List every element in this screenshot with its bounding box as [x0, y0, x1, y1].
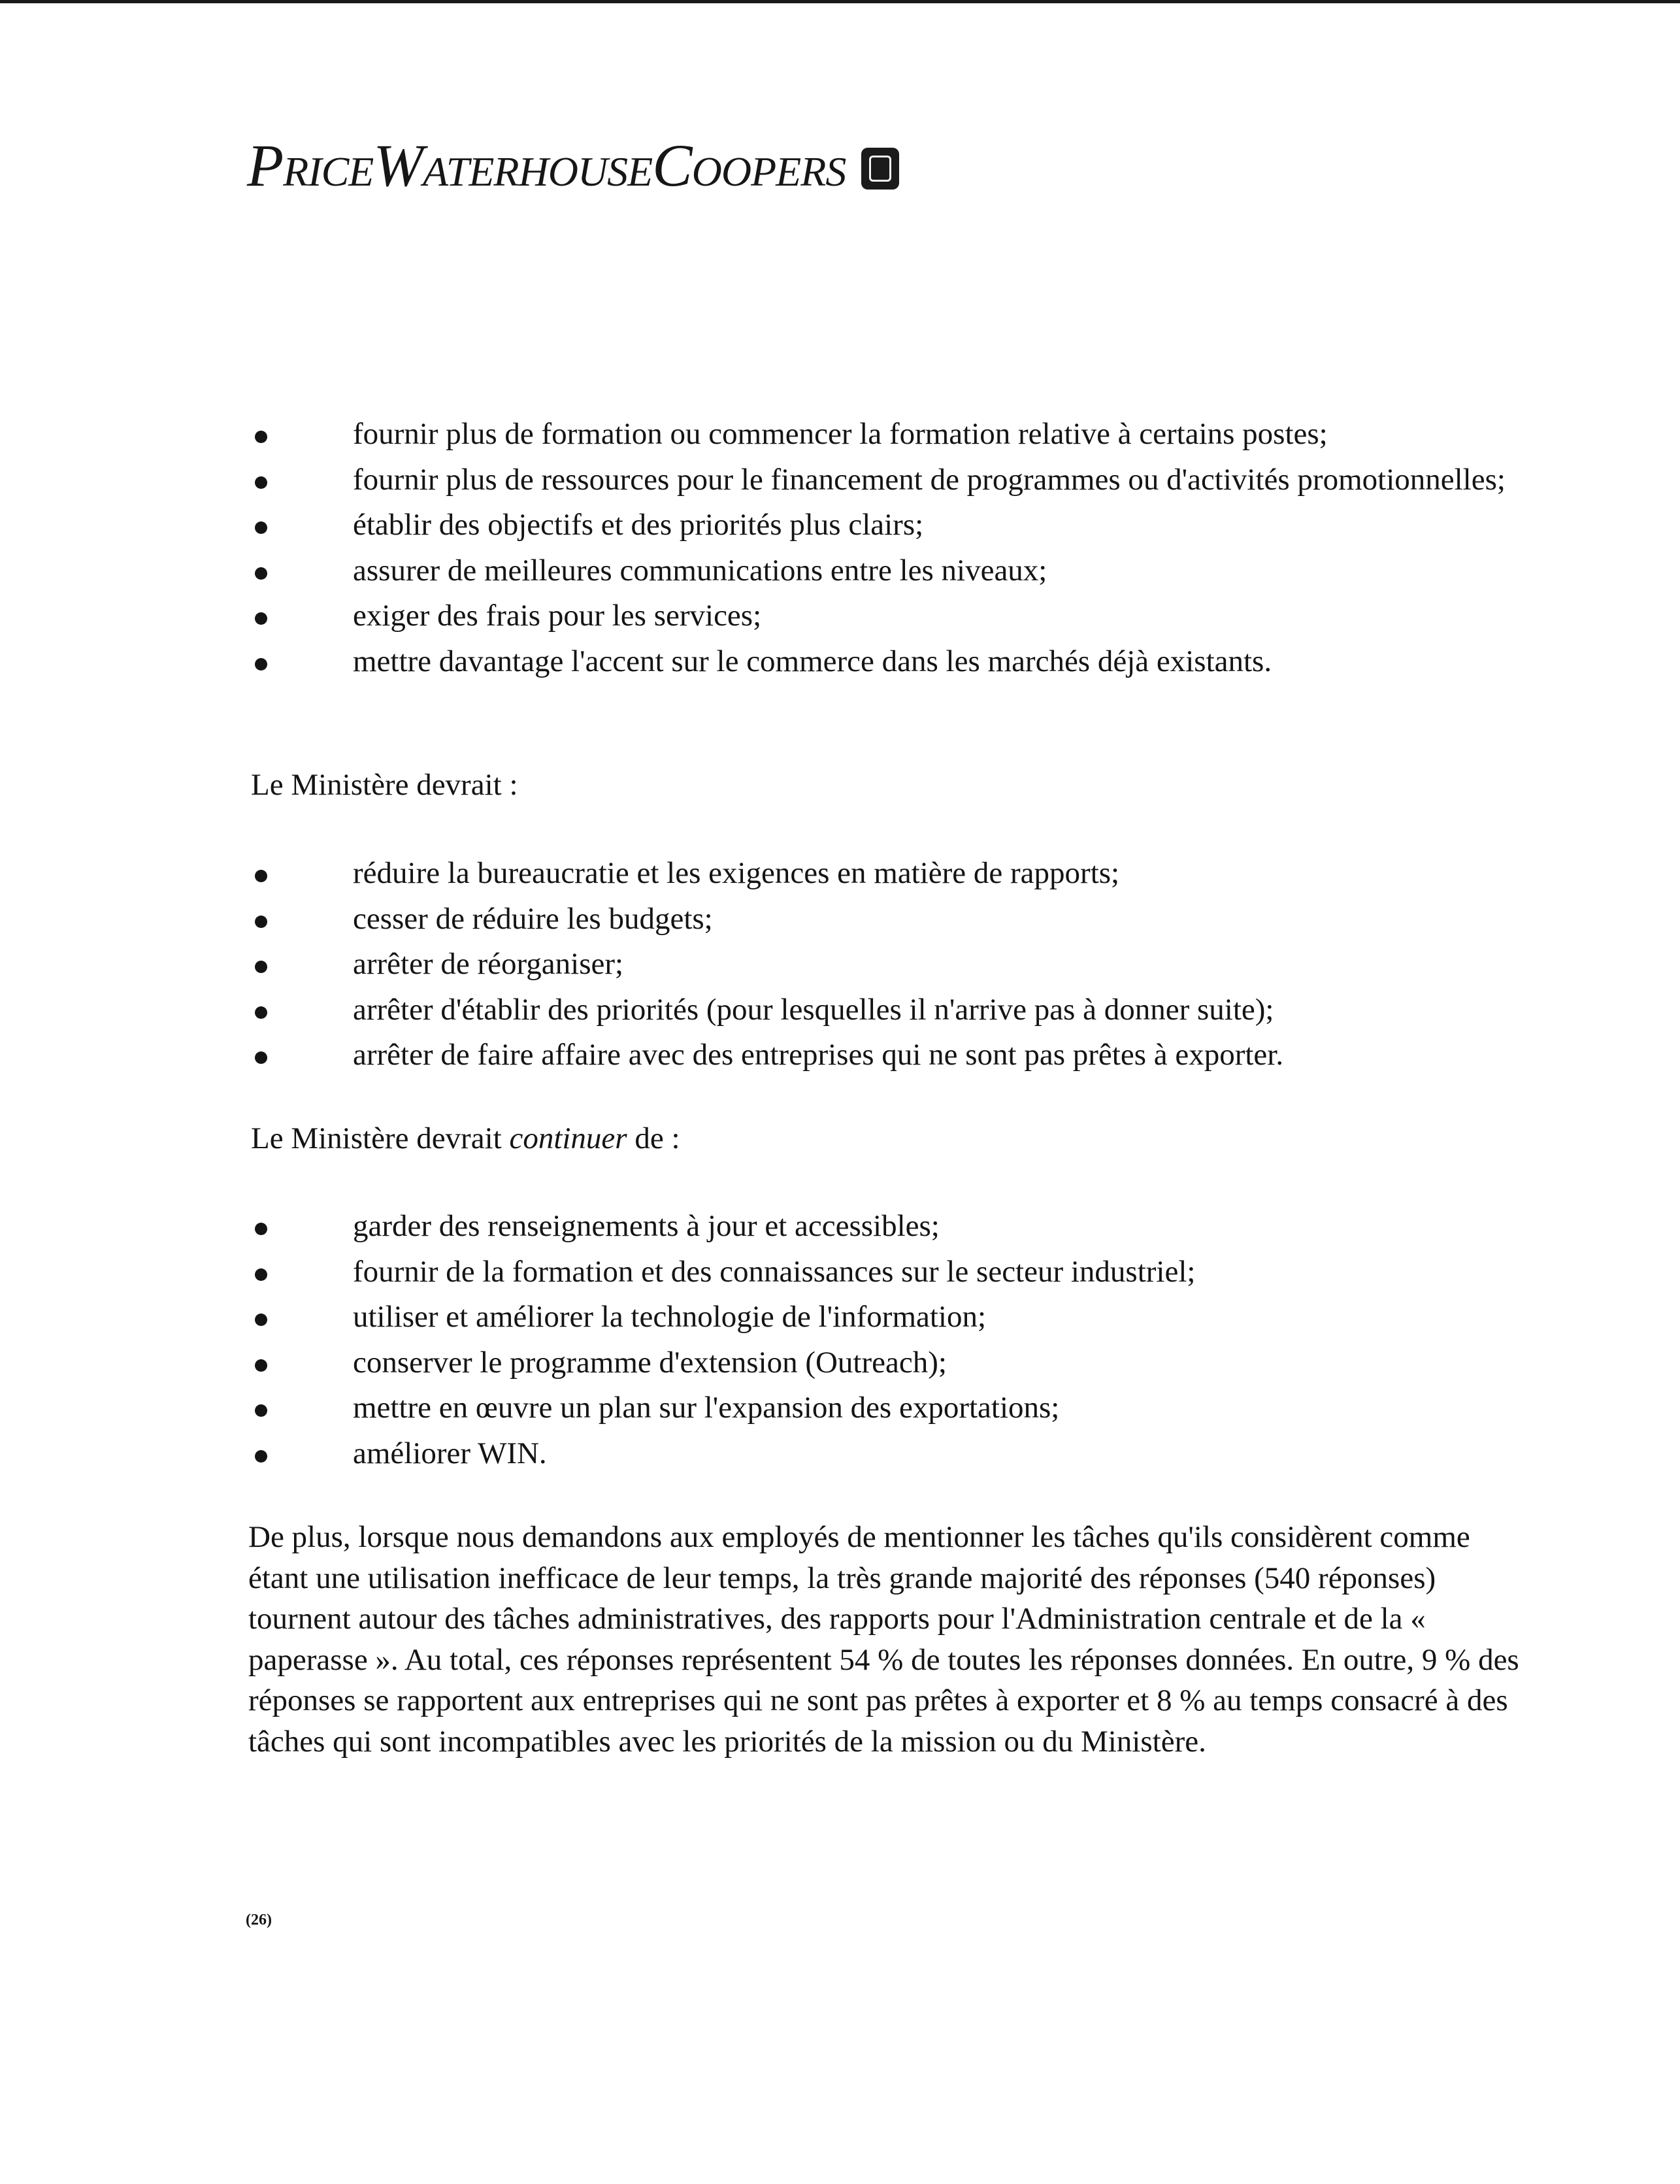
list-item-text: utiliser et améliorer la technologie de l'information; [353, 1300, 987, 1334]
bullet-list-ministere [248, 851, 1594, 1078]
logo-wordmark: PriceWaterhouseCoopers [247, 132, 846, 199]
list-item [248, 503, 1594, 548]
list-item-text: exiger des frais pour les services; [353, 599, 762, 633]
list-item-text: mettre en œuvre un plan sur l'expansion des exportations; [353, 1391, 1060, 1425]
bullet-icon [255, 1006, 267, 1019]
page-number: (26) [246, 1911, 272, 1928]
list-item [248, 987, 1594, 1033]
lead-ministere-devrait: Le Ministère devrait : [251, 768, 518, 802]
list-item [248, 1249, 1594, 1295]
list-item [248, 1385, 1594, 1431]
bullet-icon [255, 916, 267, 928]
list-item [248, 593, 1594, 639]
logo-seal-icon [861, 148, 899, 190]
bullet-icon [255, 961, 267, 973]
bullet-list-continuer [248, 1204, 1594, 1477]
lead-ministere-continuer [251, 1118, 680, 1159]
list-item-text: arrêter d'établir des priorités (pour lesquelles il n'arrive pas à donner suite); [353, 992, 1274, 1027]
bullet-icon [255, 431, 267, 443]
list-item [248, 457, 1594, 503]
list-item-text: fournir plus de ressources pour le financement de programmes ou d'activités promotionnelles; [353, 462, 1506, 497]
list-item [248, 851, 1594, 897]
list-item-text: améliorer WIN. [353, 1436, 547, 1470]
list-item [248, 639, 1594, 685]
lead-text: de : [627, 1121, 680, 1155]
scan-top-edge [0, 0, 1680, 3]
list-item-text: garder des renseignements à jour et accessibles; [353, 1209, 940, 1243]
list-item [248, 942, 1594, 987]
list-item-text: réduire la bureaucratie et les exigences en matière de rapports; [353, 856, 1120, 890]
list-item-text: arrêter de faire affaire avec des entreprises qui ne sont pas prêtes à exporter. [353, 1038, 1284, 1072]
bullet-icon [255, 476, 267, 489]
bullet-icon [255, 1268, 267, 1281]
list-item [248, 1431, 1594, 1477]
list-item [248, 1033, 1594, 1078]
list-item [248, 412, 1594, 457]
list-item-text: établir des objectifs et des priorités plus clairs; [353, 508, 924, 542]
list-item [248, 1204, 1594, 1249]
list-item [248, 1340, 1594, 1386]
company-logo [247, 123, 899, 208]
list-item-text: cesser de réduire les budgets; [353, 901, 713, 936]
bullet-icon [255, 1450, 267, 1463]
bullet-icon [255, 567, 267, 580]
list-item-text: mettre davantage l'accent sur le commerce dans les marchés déjà existants. [353, 644, 1272, 678]
list-item-text: fournir plus de formation ou commencer la formation relative à certains postes; [353, 417, 1328, 451]
bullet-icon [255, 521, 267, 534]
list-item-text: fournir de la formation et des connaissances sur le secteur industriel; [353, 1254, 1196, 1289]
list-item-text: assurer de meilleures communications entre les niveaux; [353, 553, 1047, 587]
list-item [248, 897, 1594, 942]
list-item [248, 548, 1594, 594]
list-item-text: conserver le programme d'extension (Outreach); [353, 1345, 947, 1380]
bullet-icon [255, 870, 267, 882]
list-item [248, 1295, 1594, 1340]
list-item-text: arrêter de réorganiser; [353, 947, 624, 982]
bullet-icon [255, 1051, 267, 1064]
bullet-icon [255, 1223, 267, 1235]
body-paragraph: De plus, lorsque nous demandons aux employés de mentionner les tâches qu'ils considèrent comme étant une utilisation inefficace de leur temps, la très grande majorité des réponses (540 réponses) tournent autour des tâches administratives, des rapports pour l'Administration centrale et de la « paperasse ». Au total, ces réponses représentent 54 % de toutes les réponses données. En outre, 9 % des réponses se rapportent aux entreprises qui ne sont pas prêtes à exporter et 8 % au temps consacré à des tâches qui sont incompatibles avec les priorités de la mission ou du Ministère. [248, 1520, 1519, 1759]
bullet-icon [255, 658, 267, 670]
lead-emphasis: continuer [509, 1121, 627, 1155]
bullet-list-general [248, 412, 1594, 685]
bullet-icon [255, 1404, 267, 1417]
bullet-icon [255, 612, 267, 625]
lead-text: Le Ministère devrait [251, 1121, 510, 1155]
bullet-icon [255, 1314, 267, 1326]
bullet-icon [255, 1359, 267, 1372]
